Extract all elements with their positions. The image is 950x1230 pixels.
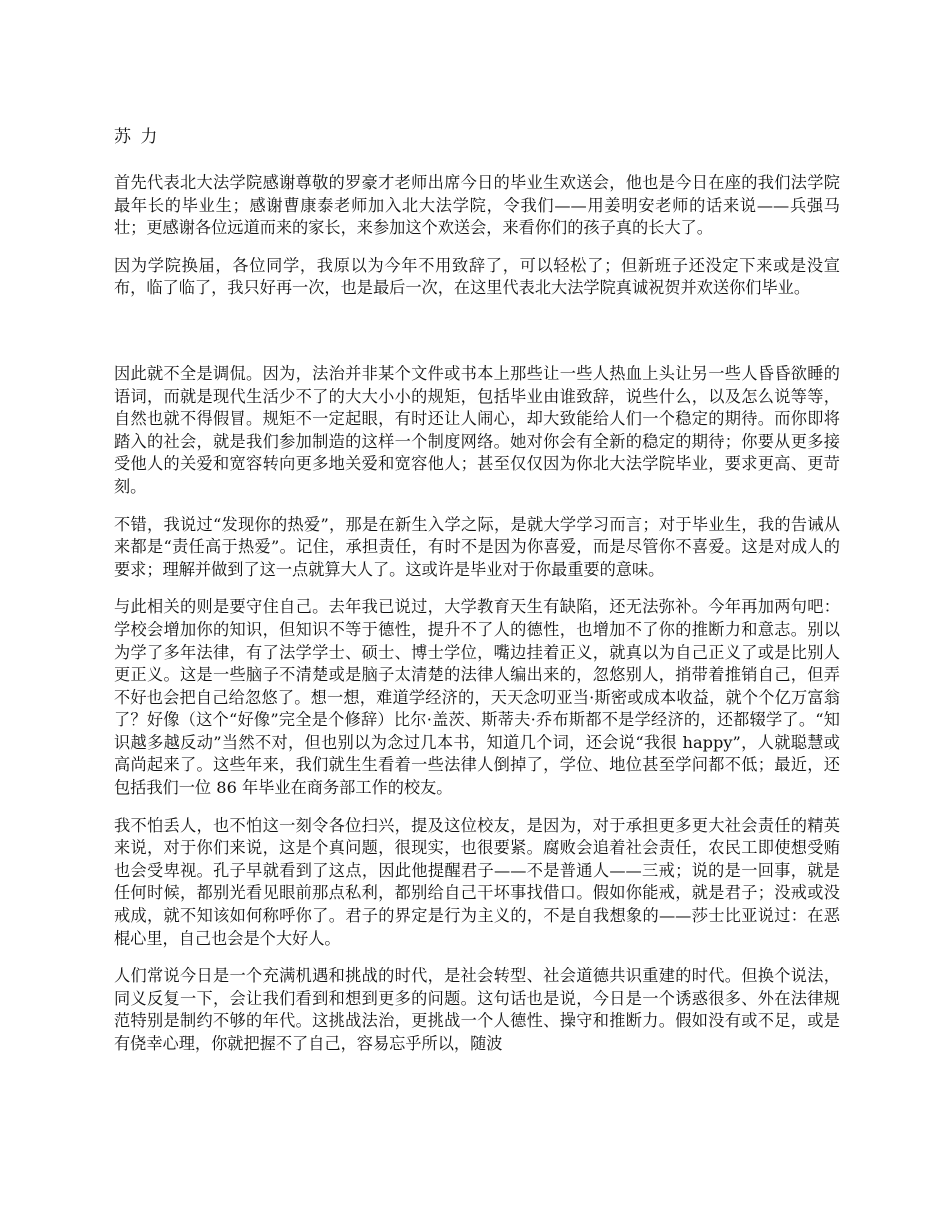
paragraph: 人们常说今日是一个充满机遇和挑战的时代，是社会转型、社会道德共识重建的时代。但换个说法，同义反复一下，会让我们看到和想到更多的问题。这句话也是说，今日是一个诱惑很多、外在法律规范特别是制约不够的年代。这挑战法治，更挑战一个人德性、操守和推断力。假如没有或不足，或是有侥幸心理，你就把握不了自己，容易忘乎所以，随波	[114, 966, 840, 1053]
paragraph: 与此相关的则是要守住自己。去年我已说过，大学教育天生有缺陷，还无法弥补。今年再加两句吧：学校会增加你的知识，但知识不等于德性，提升不了人的德性，也增加不了你的推断力和意志。别以为学了多年法律，有了法学学士、硕士、博士学位，嘴边挂着正义，就真以为自己正义了或是比别人更正义。这是一些脑子不清楚或是脑子太清楚的法律人编出来的，忽悠别人，捎带着推销自己，但弄不好也会把自己给忽悠了。想一想，难道学经济的，天天念叨亚当·斯密或成本收益，就个个亿万富翁了？好像（这个“好像”完全是个修辞）比尔·盖茨、斯蒂夫·乔布斯都不是学经济的，还都辍学了。“知识越多越反动”当然不对，但也别以为念过几本书，知道几个词，还会说“我很 happy”，人就聪慧或高尚起来了。这些年来，我们就生生看着一些法律人倒掉了，学位、地位甚至学问都不低；最近，还包括我们一位 86 年毕业在商务部工作的校友。	[114, 597, 840, 798]
author-name: 苏 力	[114, 127, 160, 147]
paragraph: 我不怕丢人，也不怕这一刻令各位扫兴，提及这位校友，是因为，对于承担更多更大社会责任的精英来说，对于你们来说，这是个真问题，很现实，也很要紧。腐败会追着社会责任，农民工即使想受贿也会受卑视。孔子早就看到了这点，因此他提醒君子——不是普通人——三戒；说的是一回事，就是任何时候，都别光看见眼前那点私利，都别给自己干坏事找借口。假如你能戒，就是君子；没戒或没戒成，就不知该如何称呼你了。君子的界定是行为主义的，不是自我想象的——莎士比亚说过：在恶棍心里，自己也会是个大好人。	[114, 815, 840, 948]
paragraph-gap	[114, 315, 840, 363]
paragraph: 因为学院换届，各位同学，我原以为今年不用致辞了，可以轻松了；但新班子还没定下来或是没宣布，临了临了，我只好再一次，也是最后一次，在这里代表北大法学院真诚祝贺并欢送你们毕业。	[114, 255, 840, 298]
paragraph: 首先代表北大法学院感谢尊敬的罗豪才老师出席今日的毕业生欢送会，他也是今日在座的我们法学院最年长的毕业生；感谢曹康泰老师加入北大法学院，令我们——用姜明安老师的话来说——兵强马壮；更感谢各位远道而来的家长，来参加这个欢送会，来看你们的孩子真的长大了。	[114, 173, 840, 238]
paragraph: 不错，我说过“发现你的热爱”，那是在新生入学之际，是就大学学习而言；对于毕业生，我的告诫从来都是“责任高于热爱”。记住，承担责任，有时不是因为你喜爱，而是尽管你不喜爱。这是对成人的要求；理解并做到了这一点就算大人了。这或许是毕业对于你最重要的意味。	[114, 514, 840, 579]
document-page	[114, 118, 840, 1071]
paragraph: 因此就不全是调侃。因为，法治并非某个文件或书本上那些让一些人热血上头让另一些人昏昏欲睡的语词，而就是现代生活少不了的大大小小的规矩，包括毕业由谁致辞，说些什么，以及怎么说等等，自然也就不得假冒。规矩不一定起眼，有时还让人闹心，却大致能给人们一个稳定的期待。而你即将踏入的社会，就是我们参加制造的这样一个制度网络。她对你会有全新的稳定的期待；你要从更多接受他人的关爱和宽容转向更多地关爱和宽容他人；甚至仅仅因为你北大法学院毕业，要求更高、更苛刻。	[114, 363, 840, 496]
